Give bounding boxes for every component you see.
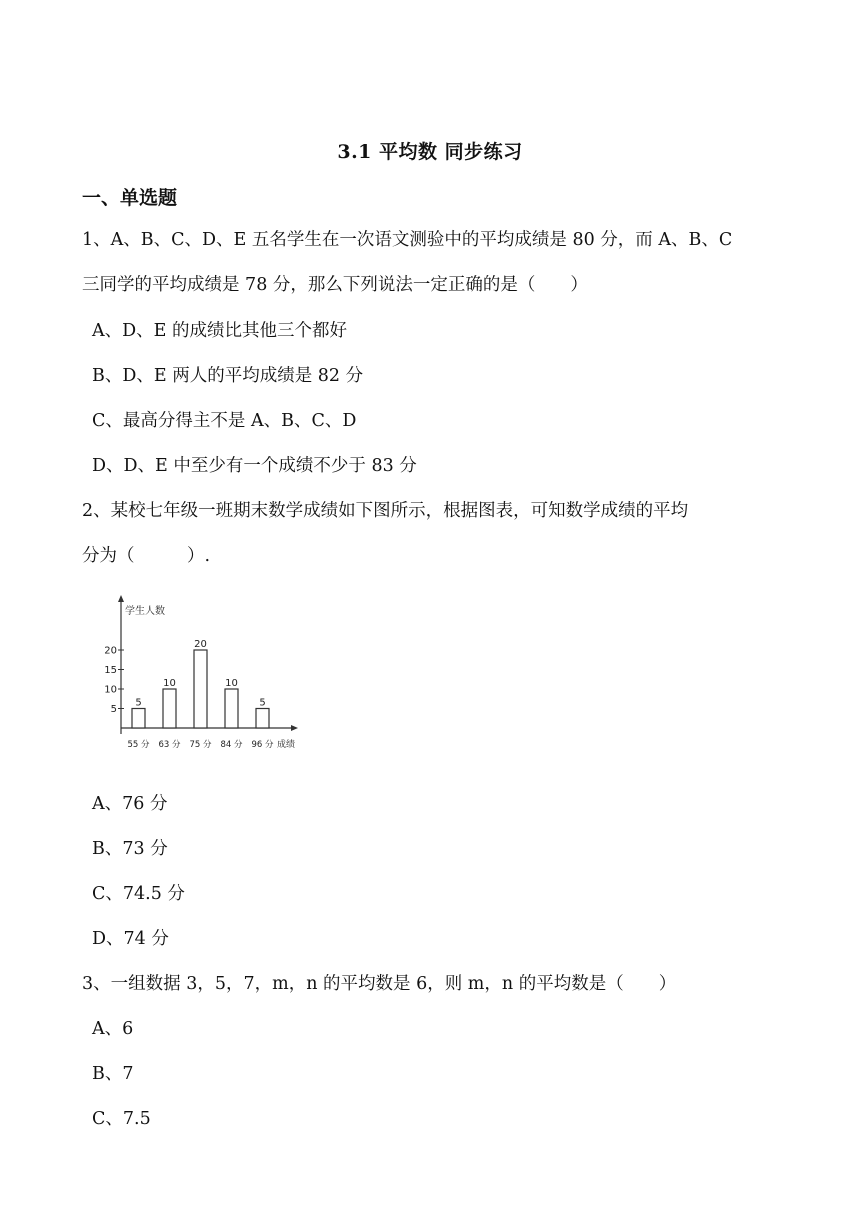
bar-data-label: 10 xyxy=(225,678,238,689)
x-category-label: 75 分 xyxy=(189,740,212,750)
bar-data-label: 10 xyxy=(163,678,176,689)
bar xyxy=(163,689,176,728)
score-bar-chart xyxy=(104,594,312,756)
x-category-label: 96 分 xyxy=(251,740,274,750)
y-tick-label: 10 xyxy=(104,684,117,696)
question-1-option-c: C、最高分得主不是 A、B、C、D xyxy=(92,411,357,431)
y-tick-label: 20 xyxy=(104,645,117,657)
y-tick-label: 15 xyxy=(104,665,117,676)
question-3-option-b: B、7 xyxy=(92,1064,134,1084)
page-title: 3.1 平均数 同步练习 xyxy=(337,141,523,163)
question-1-option-b: B、D、E 两人的平均成绩是 82 分 xyxy=(92,366,364,386)
question-2-stem-line-2: 分为（ ）. xyxy=(82,546,211,566)
x-category-label: 84 分 xyxy=(220,740,243,750)
question-1-option-a: A、D、E 的成绩比其他三个都好 xyxy=(92,321,348,341)
question-1-stem-line-1: 1、A、B、C、D、E 五名学生在一次语文测验中的平均成绩是 80 分，而 A、B、C xyxy=(82,230,733,250)
bar-data-label: 20 xyxy=(194,639,207,650)
question-3-option-a: A、6 xyxy=(92,1019,134,1039)
question-3-option-c: C、7.5 xyxy=(92,1109,151,1129)
x-category-label: 55 分 xyxy=(127,740,150,750)
x-category-label: 63 分 xyxy=(158,740,181,750)
bar xyxy=(132,709,145,729)
question-2-option-d: D、74 分 xyxy=(92,929,169,949)
bar-data-label: 5 xyxy=(259,697,266,709)
question-3-stem-line-1: 3、一组数据 3，5，7，m，n 的平均数是 6，则 m，n 的平均数是（ ） xyxy=(82,974,677,994)
bar-data-label: 5 xyxy=(135,697,142,709)
question-1-stem-line-2: 三同学的平均成绩是 78 分，那么下列说法一定正确的是（ ） xyxy=(82,275,588,295)
bar xyxy=(194,650,207,728)
y-axis-arrow xyxy=(118,595,124,602)
question-2-option-c: C、74.5 分 xyxy=(92,884,185,904)
x-axis-arrow xyxy=(291,725,298,731)
bar xyxy=(256,709,269,729)
y-axis-label: 学生人数 xyxy=(125,606,165,617)
question-1-option-d: D、D、E 中至少有一个成绩不少于 83 分 xyxy=(92,456,417,476)
section-heading: 一、单选题 xyxy=(82,187,178,209)
question-2-option-b: B、73 分 xyxy=(92,839,168,859)
question-2-option-a: A、76 分 xyxy=(92,794,168,814)
bar xyxy=(225,689,238,728)
question-2-stem-line-1: 2、某校七年级一班期末数学成绩如下图所示，根据图表，可知数学成绩的平均 xyxy=(82,501,689,521)
y-tick-label: 5 xyxy=(110,704,117,715)
x-axis-label: 成绩 xyxy=(277,740,296,750)
